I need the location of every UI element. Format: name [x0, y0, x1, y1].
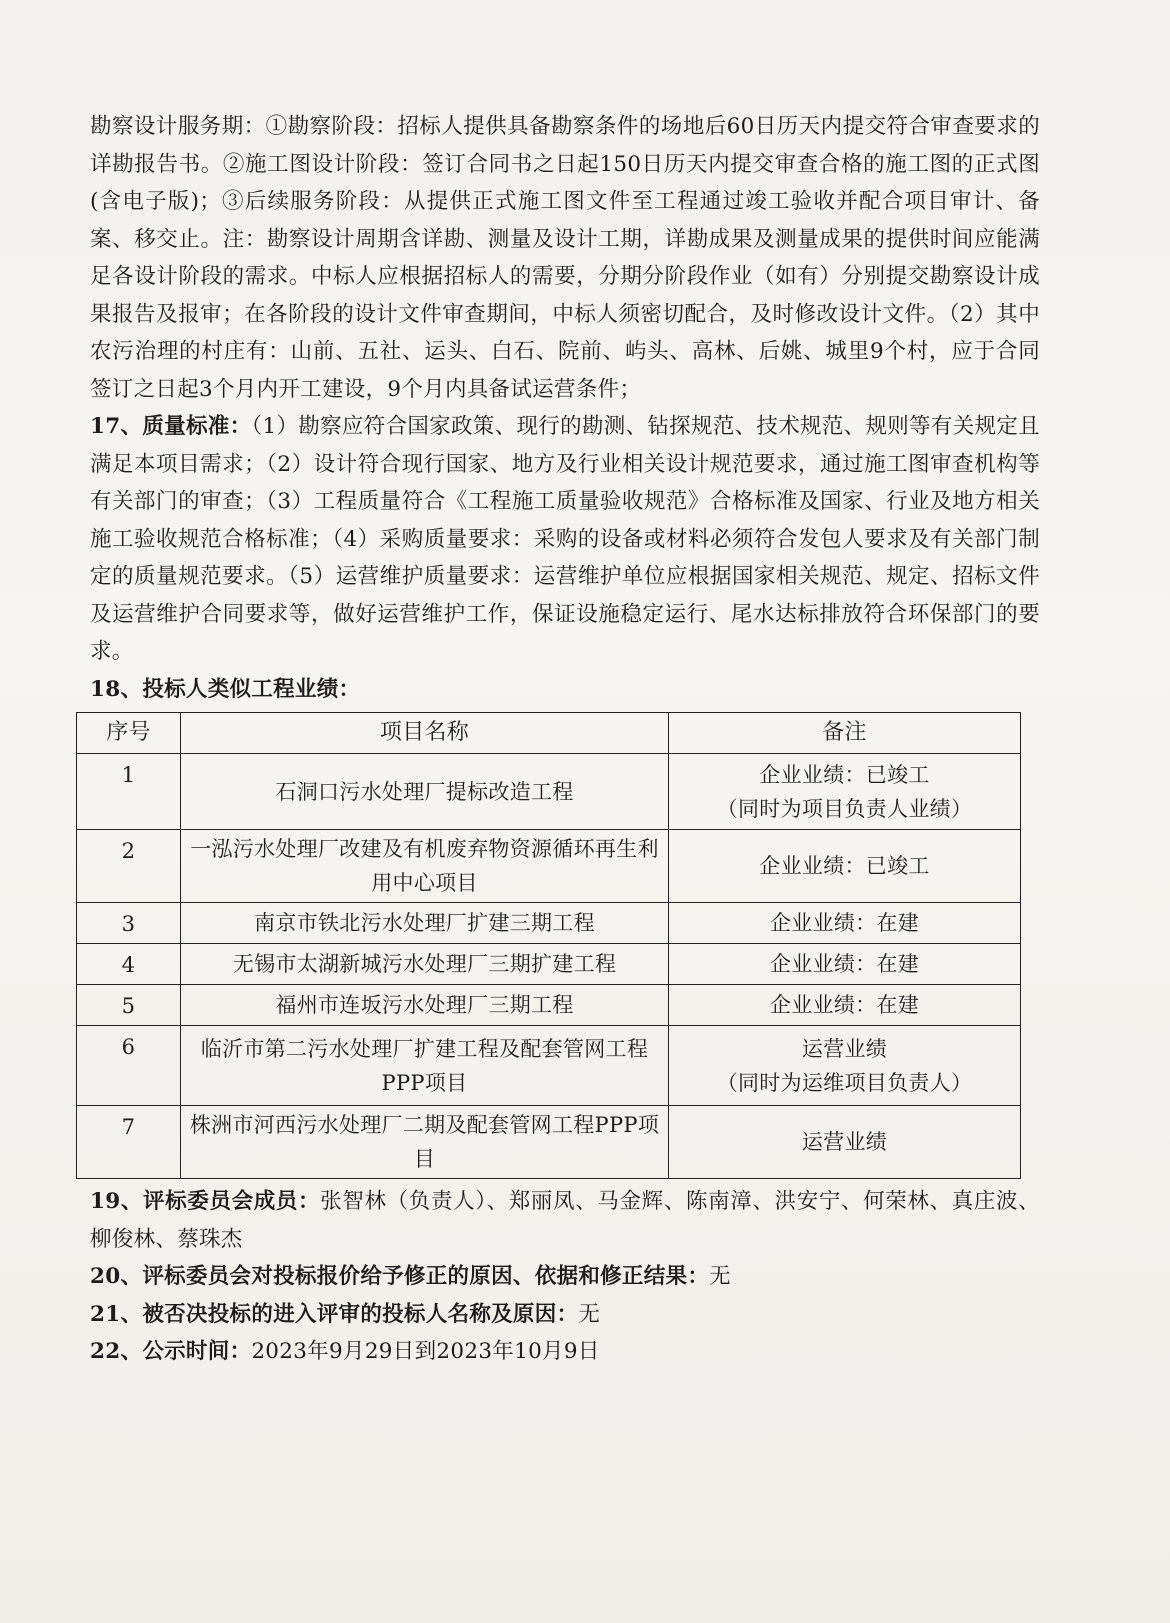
- item-22-publicity-period: [90, 1333, 1040, 1371]
- row-remark: 企业业绩：已竣工 （同时为项目负责人业绩）: [669, 754, 1021, 830]
- row-project-name: 无锡市太湖新城污水处理厂三期扩建工程: [181, 944, 669, 985]
- item-19-title: 19、评标委员会成员：: [90, 1189, 321, 1214]
- item-22-title: 22、公示时间：: [90, 1339, 252, 1364]
- row-remark: 运营业绩 （同时为运维项目负责人）: [669, 1026, 1021, 1106]
- row-seq: 6: [77, 1026, 181, 1106]
- row-seq: 2: [77, 830, 181, 903]
- table-header-row: [77, 713, 1021, 754]
- row-seq: 7: [77, 1106, 181, 1179]
- item-20-correction: [90, 1258, 1040, 1296]
- item-20-title: 20、评标委员会对投标报价给予修正的原因、依据和修正结果：: [90, 1264, 710, 1289]
- row-remark: 企业业绩：在建: [669, 944, 1021, 985]
- table-row: [77, 754, 1021, 830]
- row-remark: 企业业绩：已竣工: [669, 830, 1021, 903]
- row-project-name: 株洲市河西污水处理厂二期及配套管网工程PPP项目: [181, 1106, 669, 1179]
- row-seq: 1: [77, 754, 181, 830]
- item-17-quality-standard: [90, 408, 1040, 671]
- row-seq: 4: [77, 944, 181, 985]
- service-period-paragraph: 勘察设计服务期：①勘察阶段：招标人提供具备勘察条件的场地后60日历天内提交符合审查要求的详勘报告书。②施工图设计阶段：签订合同书之日起150日历天内提交审查合格的施工图的正式图(含电子版)；③后续服务阶段：从提供正式施工图文件至工程通过竣工验收并配合项目审计、备案、移交止。注：勘察设计周期含详勘、测量及设计工期，详勘成果及测量成果的提供时间应能满足各设计阶段的需求。中标人应根据招标人的需要，分期分阶段作业（如有）分别提交勘察设计成果报告及报审；在各阶段的设计文件审查期间，中标人须密切配合，及时修改设计文件。（2）其中农污治理的村庄有：山前、五社、运头、白石、院前、屿头、高林、后姚、城里9个村，应于合同签订之日起3个月内开工建设，9个月内具备试运营条件；: [90, 114, 1040, 402]
- row-project-name: 临沂市第二污水处理厂扩建工程及配套管网工程PPP项目: [181, 1026, 669, 1106]
- item-19-committee: [90, 1183, 1040, 1258]
- row-remark: 运营业绩: [669, 1106, 1021, 1179]
- item-21-body: 无: [578, 1301, 601, 1327]
- header-project-name: 项目名称: [181, 713, 669, 754]
- item-22-body: 2023年9月29日到2023年10月9日: [251, 1339, 600, 1364]
- table-row: [77, 1106, 1021, 1179]
- item-21-rejected: [90, 1296, 1040, 1334]
- table-row: [77, 830, 1021, 903]
- document-body: [90, 108, 1040, 1371]
- item-19-body: 张智林（负责人）、郑丽凤、马金辉、陈南漳、洪安宁、何荣林、真庄波、柳俊林、蔡珠杰: [90, 1189, 1040, 1252]
- row-project-name: 福州市连坂污水处理厂三期工程: [181, 985, 669, 1026]
- table-row: [77, 985, 1021, 1026]
- item-20-body: 无: [709, 1264, 731, 1289]
- row-seq: 3: [77, 903, 181, 944]
- row-project-name: 石洞口污水处理厂提标改造工程: [181, 754, 669, 830]
- item-18-title: 18、投标人类似工程业绩：: [90, 676, 361, 702]
- table-row: [77, 944, 1021, 985]
- performance-table: [76, 712, 1021, 1179]
- row-seq: 5: [77, 985, 181, 1026]
- row-remark: 企业业绩：在建: [669, 985, 1021, 1026]
- header-remark: 备注: [669, 713, 1021, 754]
- row-project-name: 南京市铁北污水处理厂扩建三期工程: [181, 903, 669, 944]
- row-project-name: 一泓污水处理厂改建及有机废弃物资源循环再生利用中心项目: [181, 830, 669, 903]
- item-17-title: 17、质量标准：: [90, 414, 252, 439]
- table-row: [77, 903, 1021, 944]
- table-row: [77, 1026, 1021, 1106]
- row-remark: 企业业绩：在建: [669, 903, 1021, 944]
- header-seq: 序号: [77, 713, 181, 754]
- item-17-body: （1）勘察应符合国家政策、现行的勘测、钻探规范、技术规范、规则等有关规定且满足本项目需求；（2）设计符合现行国家、地方及行业相关设计规范要求，通过施工图审查机构等有关部门的审查；（3）工程质量符合《工程施工质量验收规范》合格标准及国家、行业及地方相关施工验收规范合格标准；（4）采购质量要求：采购的设备或材料必须符合发包人要求及有关部门制定的质量规范要求。（5）运营维护质量要求：运营维护单位应根据国家相关规范、规定、招标文件及运营维护合同要求等，做好运营维护工作，保证设施稳定运行、尾水达标排放符合环保部门的要求。: [90, 414, 1040, 664]
- item-21-title: 21、被否决投标的进入评审的投标人名称及原因：: [90, 1301, 579, 1327]
